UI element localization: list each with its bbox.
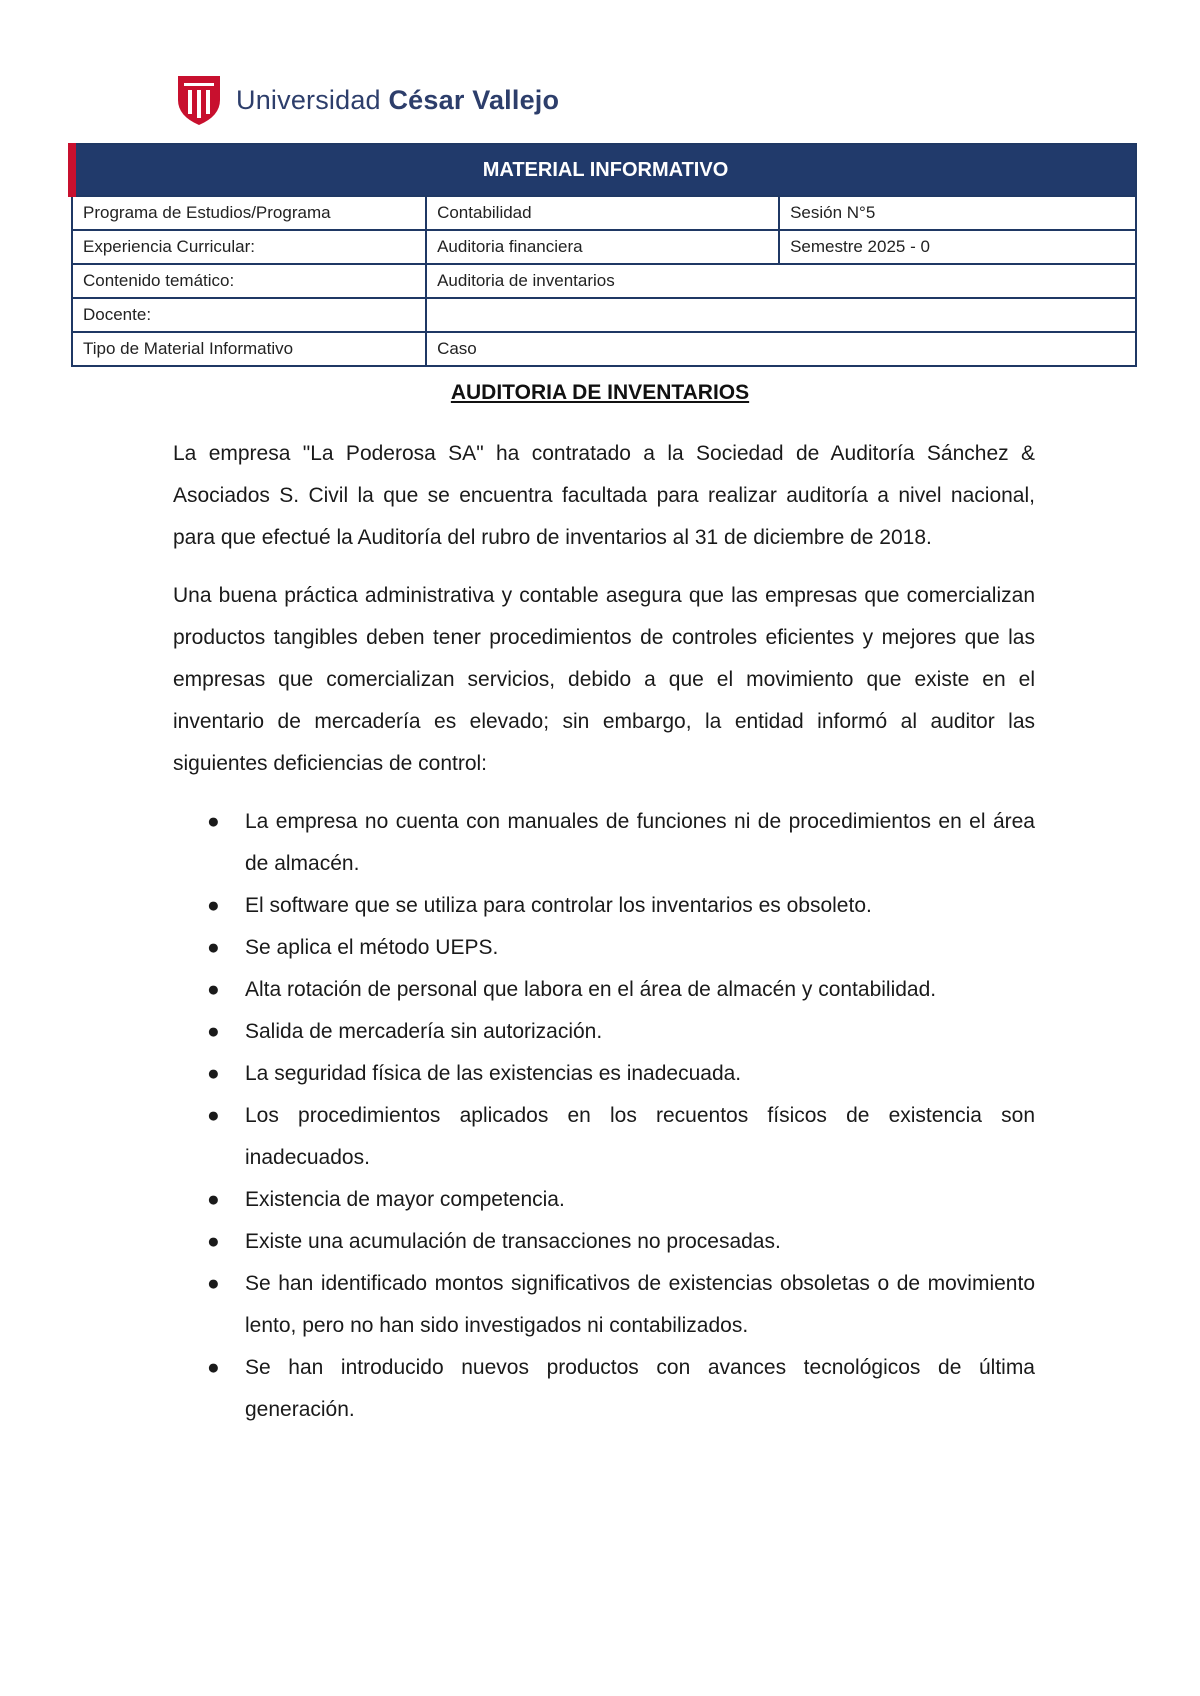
list-item-text: Los procedimientos aplicados en los recuentos físicos de existencia son inadecuados. <box>245 1104 1035 1169</box>
bullet-icon: ● <box>207 810 220 833</box>
bullet-icon: ● <box>207 1272 220 1295</box>
bullet-icon: ● <box>207 1062 220 1085</box>
bullet-icon: ● <box>207 1020 220 1043</box>
list-item <box>173 1347 1035 1431</box>
program-value: Contabilidad <box>426 196 779 230</box>
teacher-label: Docente: <box>72 298 426 332</box>
university-logo <box>176 74 559 126</box>
list-item <box>173 927 1035 969</box>
list-item <box>173 801 1035 885</box>
bullet-icon: ● <box>207 1230 220 1253</box>
teacher-value <box>426 298 1136 332</box>
bullet-icon: ● <box>207 894 220 917</box>
list-item-text: El software que se utiliza para controlar los inventarios es obsoleto. <box>245 894 872 917</box>
bullet-icon: ● <box>207 978 220 1001</box>
list-item-text: Alta rotación de personal que labora en el área de almacén y contabilidad. <box>245 978 937 1001</box>
material-type-value: Caso <box>426 332 1136 366</box>
document-body <box>173 433 1035 1431</box>
semester-value: Semestre 2025 - 0 <box>779 230 1136 264</box>
list-item-text: Existencia de mayor competencia. <box>245 1188 565 1211</box>
list-item-text: Existe una acumulación de transacciones no procesadas. <box>245 1230 781 1253</box>
list-item <box>173 1179 1035 1221</box>
table-title: MATERIAL INFORMATIVO <box>72 144 1136 196</box>
university-name <box>236 85 559 116</box>
table-row <box>72 332 1136 366</box>
intro-paragraph: La empresa "La Poderosa SA" ha contratado a la Sociedad de Auditoría Sánchez & Asociados S. Civil la que se encuentra facultada para realizar auditoría a nivel nacional, para que efectué la Auditoría del rubro de inventarios al 31 de diciembre de 2018. <box>173 442 1035 549</box>
university-name-bold: César Vallejo <box>388 84 560 115</box>
bullet-icon: ● <box>207 1356 220 1379</box>
deficiency-list <box>173 801 1035 1431</box>
list-item-text: La seguridad física de las existencias es inadecuada. <box>245 1062 742 1085</box>
bullet-icon: ● <box>207 1104 220 1127</box>
list-item <box>173 885 1035 927</box>
list-item <box>173 969 1035 1011</box>
curricular-experience-value: Auditoria financiera <box>426 230 779 264</box>
list-item-text: Se han introducido nuevos productos con avances tecnológicos de última generación. <box>245 1356 1035 1421</box>
table-header-row <box>72 144 1136 196</box>
university-name-regular: Universidad <box>236 84 389 115</box>
table-row <box>72 264 1136 298</box>
list-item-text: La empresa no cuenta con manuales de funciones ni de procedimientos en el área de almacén. <box>245 810 1035 875</box>
program-label: Programa de Estudios/Programa <box>72 196 426 230</box>
thematic-content-label: Contenido temático: <box>72 264 426 298</box>
list-item <box>173 1263 1035 1347</box>
table-row <box>72 298 1136 332</box>
list-item <box>173 1095 1035 1179</box>
list-item-text: Se aplica el método UEPS. <box>245 936 499 959</box>
session-number: Sesión N°5 <box>779 196 1136 230</box>
table-row <box>72 230 1136 264</box>
material-type-label: Tipo de Material Informativo <box>72 332 426 366</box>
bullet-icon: ● <box>207 936 220 959</box>
list-item <box>173 1221 1035 1263</box>
list-item <box>173 1053 1035 1095</box>
document-title: AUDITORIA DE INVENTARIOS <box>450 381 750 404</box>
bullet-icon: ● <box>207 1188 220 1211</box>
thematic-content-value: Auditoria de inventarios <box>426 264 1136 298</box>
course-info-table <box>68 143 1137 367</box>
table-row <box>72 196 1136 230</box>
university-shield-icon <box>176 74 222 126</box>
list-item <box>173 1011 1035 1053</box>
list-item-text: Se han identificado montos significativos de existencias obsoletas o de movimiento lento, pero no han sido investigados ni contabilizados. <box>245 1272 1035 1337</box>
context-paragraph: Una buena práctica administrativa y contable asegura que las empresas que comercializan productos tangibles deben tener procedimientos de controles eficientes y mejores que las empresas que comercializan servicios, debido a que el movimiento que existe en el inventario de mercadería es elevado; sin embargo, la entidad informó al auditor las siguientes deficiencias de control: <box>173 584 1035 775</box>
list-item-text: Salida de mercadería sin autorización. <box>245 1020 603 1043</box>
curricular-experience-label: Experiencia Curricular: <box>72 230 426 264</box>
